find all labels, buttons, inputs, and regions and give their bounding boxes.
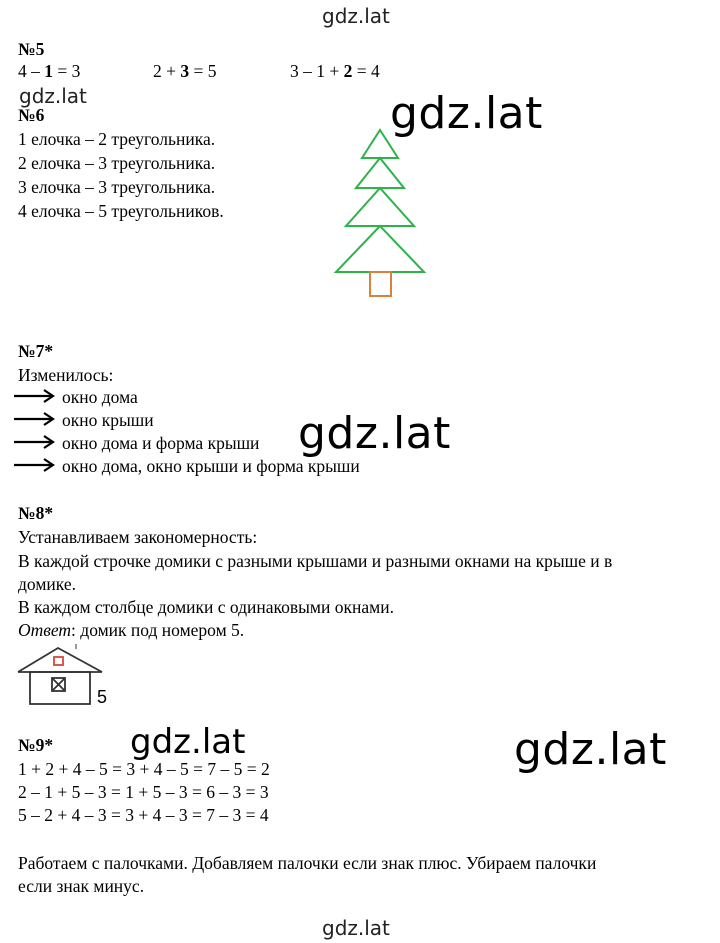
task8-line-3: домике. xyxy=(18,574,76,594)
tree-triangle-4 xyxy=(336,226,424,272)
task8-answer: Ответ: домик под номером 5. xyxy=(18,620,245,640)
task8-line-1: Устанавливаем закономерность: xyxy=(18,527,258,547)
task6-line-3: 3 елочка – 3 треугольника. xyxy=(18,177,216,197)
watermark-bottom: gdz.lat xyxy=(322,916,390,940)
watermark-task6: gdz.lat xyxy=(19,84,87,108)
task7-item-3: окно дома и форма крыши xyxy=(62,433,260,453)
house-body xyxy=(30,672,90,704)
task6-line-4: 4 елочка – 5 треугольников. xyxy=(18,201,224,221)
task9-paragraph-1: Работаем с палочками. Добавляем палочки если знак плюс. Убираем палочки xyxy=(18,853,597,873)
christmas-tree-illustration xyxy=(332,126,432,302)
task5-eq2: 2 + 3 = 5 xyxy=(153,61,217,81)
tree-trunk xyxy=(370,272,391,296)
task7-title: №7* xyxy=(18,341,54,361)
task9-line-2: 2 – 1 + 5 – 3 = 1 + 5 – 3 = 6 – 3 = 3 xyxy=(18,782,269,802)
tree-triangle-1 xyxy=(362,130,398,158)
tree-triangle-2 xyxy=(356,158,404,188)
task5-eq3: 3 – 1 + 2 = 4 xyxy=(290,61,380,81)
task6-line-2: 2 елочка – 3 треугольника. xyxy=(18,153,216,173)
task5-title: №5 xyxy=(18,39,45,59)
task7-item-2: окно крыши xyxy=(62,410,154,430)
task8-title: №8* xyxy=(18,503,54,523)
tree-triangle-3 xyxy=(346,188,414,226)
task7-item-4: окно дома, окно крыши и форма крыши xyxy=(62,456,360,476)
house-number: 5 xyxy=(97,687,108,707)
task8-line-4: В каждом столбце домики с одинаковыми окнами. xyxy=(18,597,394,617)
task9-line-3: 5 – 2 + 4 – 3 = 3 + 4 – 3 = 7 – 3 = 4 xyxy=(18,805,269,825)
watermark-top: gdz.lat xyxy=(322,4,390,28)
watermark-big-task6: gdz.lat xyxy=(390,88,543,139)
task8-line-2: В каждой строчке домики с разными крышами и разными окнами на крыше и в xyxy=(18,551,613,571)
task5-eq1: 4 – 1 = 3 xyxy=(18,61,81,81)
task9-line-1: 1 + 2 + 4 – 5 = 3 + 4 – 5 = 7 – 5 = 2 xyxy=(18,759,270,779)
watermark-task9: gdz.lat xyxy=(130,722,246,762)
task7-item-1: окно дома xyxy=(62,387,138,407)
task6-title: №6 xyxy=(18,105,45,125)
task9-paragraph-2: если знак минус. xyxy=(18,876,145,896)
watermark-big-task9: gdz.lat xyxy=(514,724,667,775)
task9-title: №9* xyxy=(18,735,54,755)
roof-window xyxy=(54,657,63,665)
task6-line-1: 1 елочка – 2 треугольника. xyxy=(18,129,216,149)
task7-intro: Изменилось: xyxy=(18,365,114,385)
house-roof xyxy=(18,648,102,672)
task7-arrows xyxy=(12,388,58,476)
watermark-big-task7: gdz.lat xyxy=(298,408,451,459)
